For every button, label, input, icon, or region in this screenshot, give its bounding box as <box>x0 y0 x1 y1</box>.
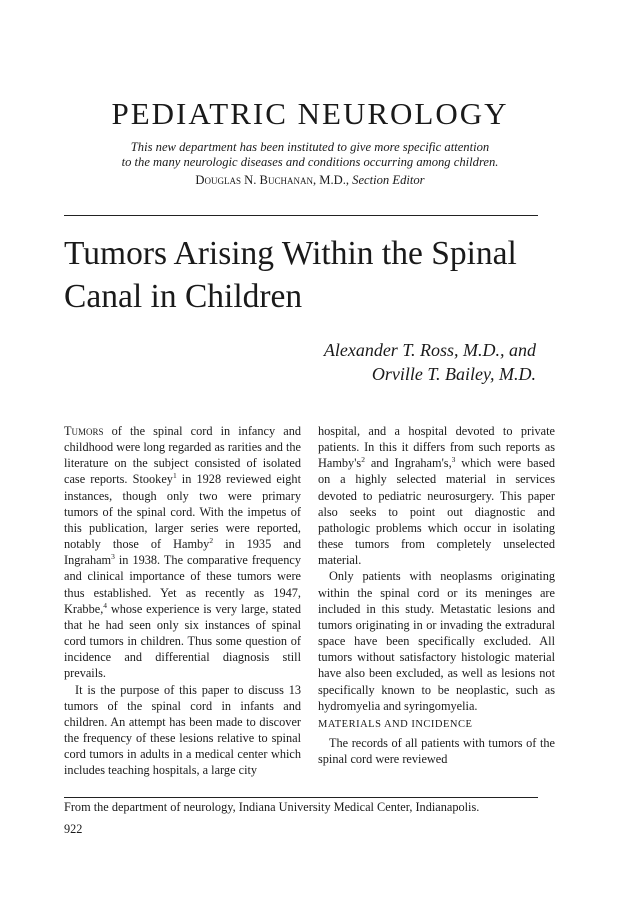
paragraph: The records of all patients with tumors of the spinal cord were reviewed <box>318 735 555 767</box>
article-title-line: Tumors Arising Within the Spinal <box>64 235 517 272</box>
paragraph-text: in 1938. The comparative frequency and clinical importance of these tumors were thus established. Yet as recently as 1947, Krabbe, <box>64 553 301 616</box>
department-description-line: to the many neurologic diseases and conditions occurring among children. <box>121 155 499 169</box>
article-title <box>64 232 584 318</box>
department-header <box>0 96 620 188</box>
body-column-left <box>64 423 301 778</box>
article-title-line: Canal in Children <box>64 278 303 315</box>
paragraph-text: of the spinal cord in infancy and childhood were long regarded as rarities and the literature on the subject consisted of isolated case reports. Stookey <box>64 424 301 487</box>
footnote: From the department of neurology, Indiana University Medical Center, Indianapolis. <box>64 800 480 814</box>
header-divider <box>64 215 538 216</box>
reference-marker: 3 <box>451 455 456 465</box>
editor-role: Section Editor <box>352 173 425 187</box>
paragraph <box>318 423 555 568</box>
paragraph-text: in 1928 reviewed eight instances, though only two were primary tumors of the spinal cord. With the impetus of this publication, larger series were reported, notably those of Hamby <box>64 472 301 552</box>
paragraph: Only patients with neoplasms originating within the spinal cord or its meninges are included in this study. Metastatic lesions and tumors originating in or invading the extradural space have been specifically excluded. All tumors without satisfactory histologic material have also been excluded, as well as lesions not specifically known to be neoplastic, such as hydromyelia and syringomyelia. <box>318 569 555 713</box>
section-heading: MATERIALS AND INCIDENCE <box>318 718 473 730</box>
author-line: Alexander T. Ross, M.D., and <box>323 340 536 360</box>
body-column-right <box>318 423 555 767</box>
reference-marker: 2 <box>209 536 214 545</box>
department-description <box>0 140 620 170</box>
reference-marker: 1 <box>172 471 177 481</box>
author-line: Orville T. Bailey, M.D. <box>371 364 536 384</box>
lead-word: Tumors <box>64 424 104 438</box>
editor-name: Douglas N. Buchanan, <box>195 173 317 187</box>
paragraph-text: and Ingraham's, <box>364 456 452 471</box>
department-description-line: This new department has been instituted to give more specific attention <box>130 140 490 154</box>
reference-marker: 2 <box>361 455 365 465</box>
reference-marker: 4 <box>103 600 108 610</box>
paragraph: It is the purpose of this paper to discuss 13 tumors of the spinal cord in infants and children. An attempt has been made to discover the frequency of these lesions relative to spinal cord tumors in adults in a medical center which includes teaching hospitals, a large city <box>64 682 301 778</box>
section-editor <box>0 173 620 188</box>
paragraph-text: which were based on a highly selected material in services devoted to pediatric neurosurgery. This paper also seeks to point out diagnostic and pathologic problems which occur in isolating these tumors from completely unselected material. <box>318 456 555 568</box>
paragraph-text: hospital, and a hospital devoted to private patients. In this it differs from such reports as Hamby's <box>318 424 555 471</box>
paragraph-text: whose experience is very large, stated that he had seen only six instances of spinal cord tumors in children. Thus some question of incidence and differential diagnosis still prevails. <box>64 601 301 681</box>
department-title: PEDIATRIC NEUROLOGY <box>111 96 509 131</box>
paragraph-text: in 1935 and Ingraham <box>64 537 301 568</box>
article-authors <box>324 338 536 386</box>
page-number: 922 <box>64 822 83 836</box>
footnote-divider <box>64 797 538 798</box>
reference-marker: 3 <box>111 552 115 562</box>
paragraph <box>64 423 301 682</box>
editor-degree: M.D., <box>316 173 353 187</box>
